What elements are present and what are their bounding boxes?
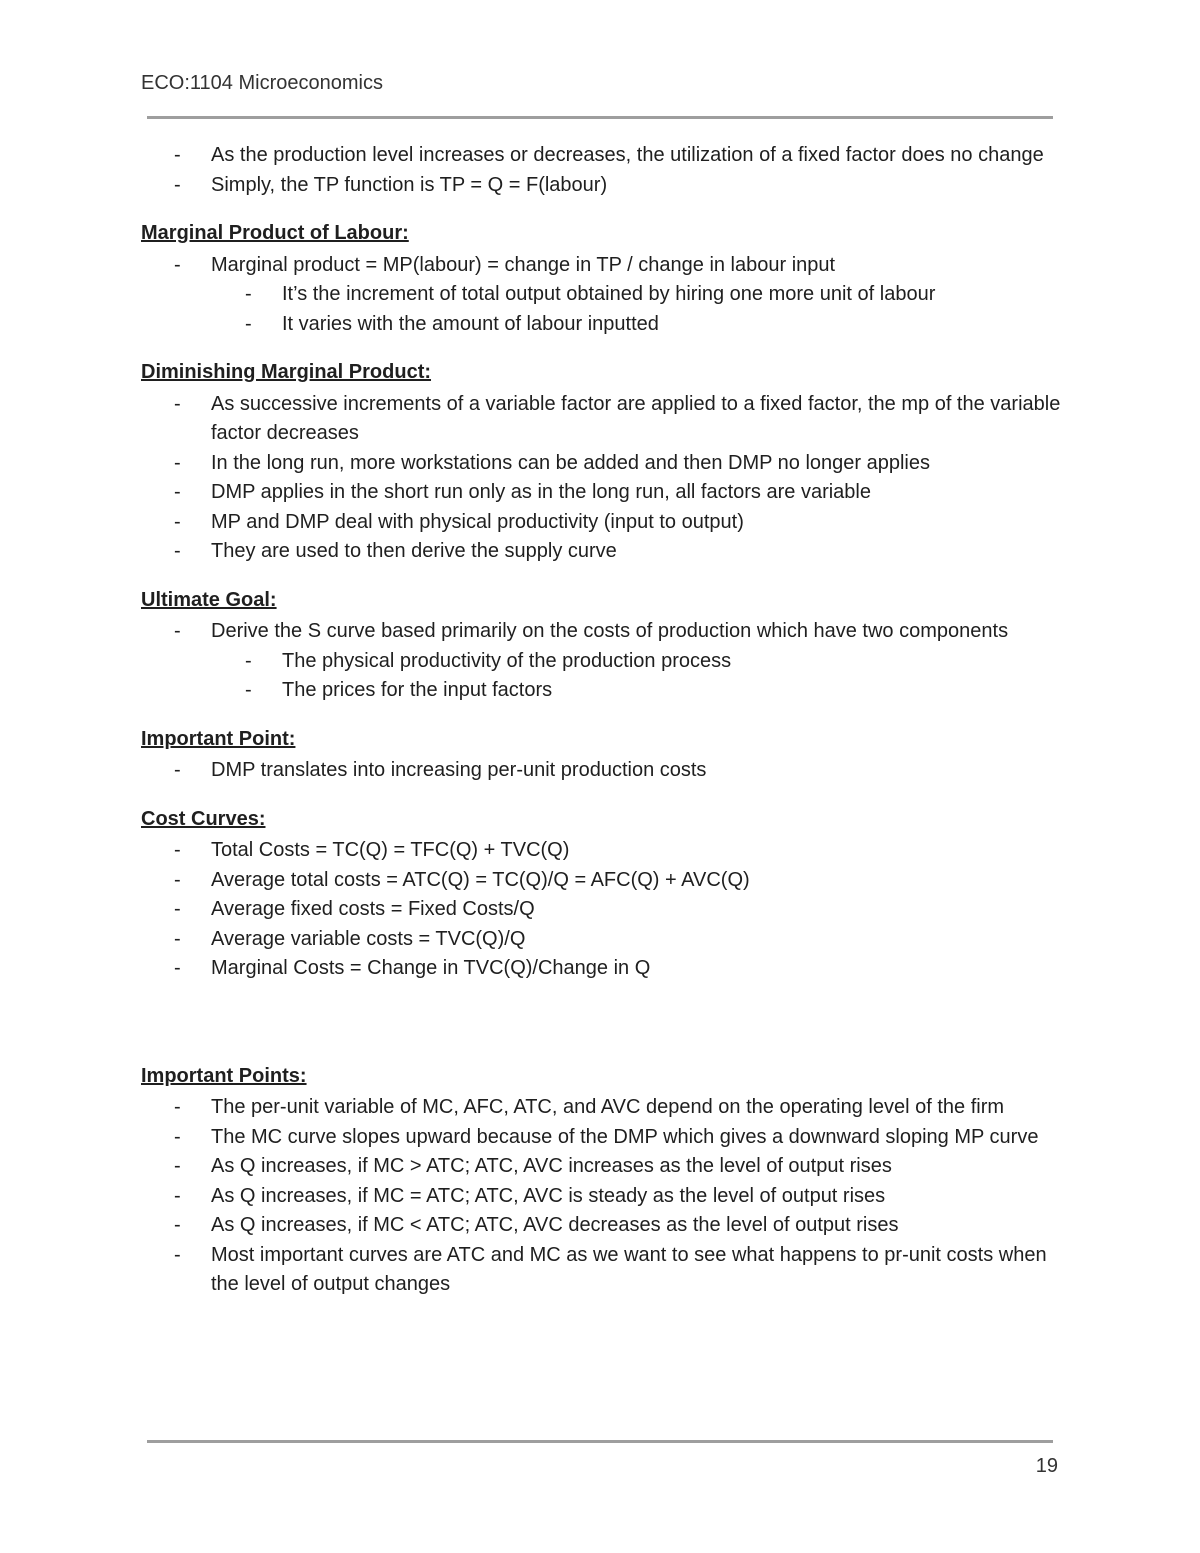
list-item-text: In the long run, more workstations can be added and then DMP no longer applies (211, 451, 930, 474)
section-heading-marginal-product: Marginal Product of Labour: (141, 222, 409, 244)
list-item-text: The per-unit variable of MC, AFC, ATC, and AVC depend on the operating level of the firm (211, 1096, 1005, 1118)
list-item-text: It’s the increment of total output obtained by hiring one more unit of labour (282, 283, 936, 305)
bullet-dash: - (245, 283, 252, 305)
list-item (141, 1152, 1061, 1182)
list-item-text: DMP translates into increasing per-unit production costs (211, 759, 707, 781)
bullet-dash: - (174, 957, 181, 979)
bullet-dash: - (174, 1184, 181, 1207)
list-item (141, 895, 1061, 925)
section-heading-important-point: Important Point: (141, 727, 296, 750)
list-item-text: Most important curves are ATC and MC as we want to see what happens to pr-unit costs when the level of output changes (211, 1243, 1047, 1295)
document-body (141, 141, 1061, 1300)
list-item (141, 141, 1061, 171)
bullet-dash: - (174, 1155, 181, 1177)
list-item-text: Marginal Costs = Change in TVC(Q)/Change in Q (211, 957, 651, 979)
bullet-dash: - (174, 927, 181, 950)
list-item (141, 925, 1061, 955)
sub-list-item (141, 676, 1061, 706)
section-heading-diminishing-marginal-product: Diminishing Marginal Product: (141, 361, 432, 383)
header-divider (147, 116, 1053, 119)
list-item-text: Marginal product = MP(labour) = change in TP / change in labour input (211, 253, 836, 276)
list-item-text: MP and DMP deal with physical productivity (input to output) (211, 510, 744, 533)
list-item-text: It varies with the amount of labour inputted (282, 312, 659, 335)
bullet-dash: - (174, 392, 181, 415)
list-item (141, 478, 1061, 508)
bullet-dash: - (174, 173, 181, 196)
list-item-text: DMP applies in the short run only as in the long run, all factors are variable (211, 481, 871, 503)
list-item (141, 617, 1061, 647)
list-item-text: Average fixed costs = Fixed Costs/Q (211, 898, 535, 920)
bullet-dash: - (174, 1243, 181, 1266)
list-item-text: Average total costs = ATC(Q) = TC(Q)/Q = AFC(Q) + AVC(Q) (211, 868, 750, 891)
list-item (141, 251, 1061, 281)
list-item (141, 836, 1061, 866)
list-item-text: As Q increases, if MC = ATC; ATC, AVC is steady as the level of output rises (211, 1184, 886, 1207)
list-item (141, 1241, 1061, 1300)
section-heading-ultimate-goal: Ultimate Goal: (141, 588, 277, 611)
bullet-dash: - (245, 649, 252, 672)
bullet-dash: - (174, 759, 181, 781)
sub-list-item (141, 647, 1061, 677)
list-item (141, 171, 1061, 201)
footer-divider (147, 1440, 1053, 1443)
bullet-dash: - (174, 868, 181, 891)
list-item (141, 954, 1061, 984)
bullet-dash: - (174, 481, 181, 503)
sub-list-item (141, 280, 1061, 310)
list-item (141, 866, 1061, 896)
bullet-dash: - (174, 898, 181, 920)
bullet-dash: - (174, 839, 181, 861)
bullet-dash: - (245, 679, 252, 701)
list-item-text: Average variable costs = TVC(Q)/Q (211, 927, 526, 950)
list-item (141, 1182, 1061, 1212)
list-item-text: As Q increases, if MC > ATC; ATC, AVC increases as the level of output rises (211, 1155, 892, 1177)
list-item-text: As successive increments of a variable factor are applied to a fixed factor, the mp of the variable factor decreases (211, 392, 1061, 444)
list-item (141, 1211, 1061, 1241)
list-item-text: Simply, the TP function is TP = Q = F(labour) (211, 173, 608, 196)
bullet-dash: - (174, 1125, 181, 1148)
blank-spacer (141, 984, 1061, 1043)
list-item-text: As the production level increases or decreases, the utilization of a fixed factor does no change (211, 144, 1044, 166)
section-heading-important-points: Important Points: (141, 1064, 307, 1087)
bullet-dash: - (174, 253, 181, 276)
page-number: 19 (1035, 1455, 1058, 1477)
list-item (141, 390, 1061, 449)
list-item (141, 449, 1061, 479)
document-header-title: ECO:1104 Microeconomics (141, 72, 383, 94)
bullet-dash: - (174, 451, 181, 474)
list-item-text: The MC curve slopes upward because of the DMP which gives a downward sloping MP curve (211, 1125, 1039, 1148)
list-item-text: The prices for the input factors (282, 679, 553, 701)
sub-list-item (141, 310, 1061, 340)
list-item-text: They are used to then derive the supply curve (211, 540, 617, 562)
bullet-dash: - (174, 510, 181, 533)
bullet-dash: - (174, 144, 181, 166)
list-item (141, 1123, 1061, 1153)
list-item (141, 508, 1061, 538)
list-item-text: The physical productivity of the production process (282, 649, 732, 672)
list-item (141, 1093, 1061, 1123)
list-item-text: As Q increases, if MC < ATC; ATC, AVC decreases as the level of output rises (211, 1214, 899, 1236)
list-item-text: Derive the S curve based primarily on the costs of production which have two components (211, 620, 1009, 642)
bullet-dash: - (174, 620, 181, 642)
list-item (141, 537, 1061, 567)
bullet-dash: - (174, 1096, 181, 1118)
bullet-dash: - (174, 1214, 181, 1236)
bullet-dash: - (174, 540, 181, 562)
bullet-dash: - (245, 312, 252, 335)
list-item (141, 756, 1061, 786)
section-heading-cost-curves: Cost Curves: (141, 807, 266, 830)
list-item-text: Total Costs = TC(Q) = TFC(Q) + TVC(Q) (211, 839, 570, 861)
